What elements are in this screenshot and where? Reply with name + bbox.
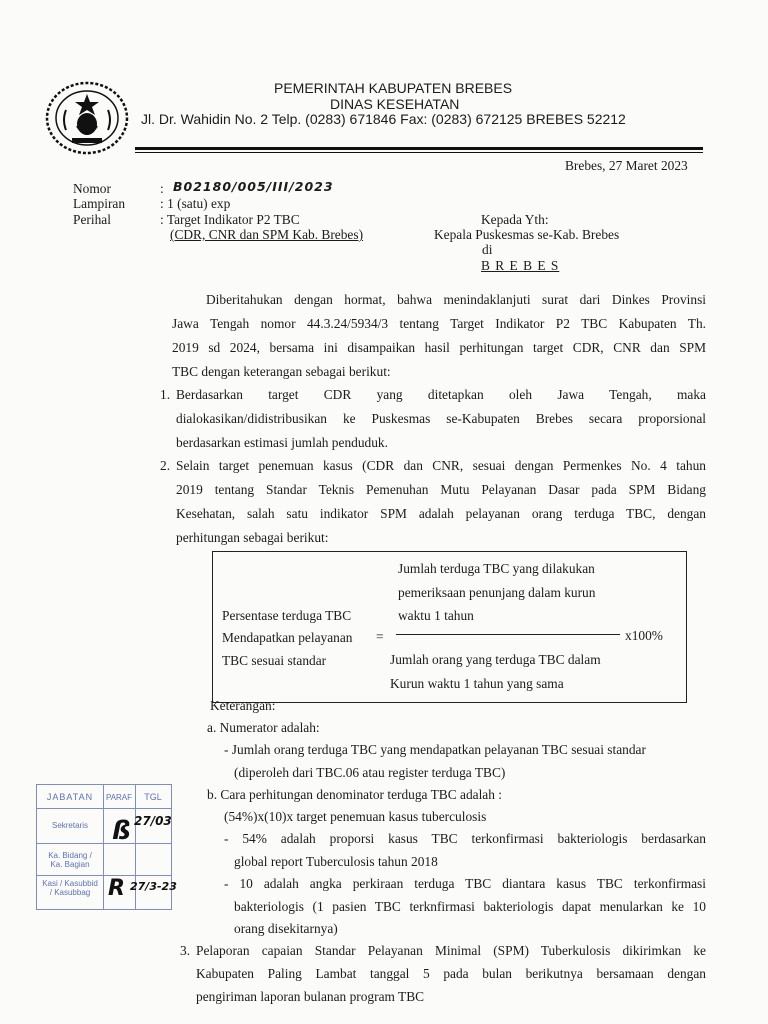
place-date: Brebes, 27 Maret 2023 bbox=[565, 158, 688, 173]
paraf-signature-2: R bbox=[108, 876, 125, 901]
formula-numerator-1: Jumlah terduga TBC yang dilakukan bbox=[398, 561, 595, 576]
keterangan-a-label: a. Numerator adalah: bbox=[207, 720, 320, 735]
recipient-line3: di bbox=[482, 242, 493, 257]
letterhead-address: Jl. Dr. Wahidin No. 2 Telp. (0283) 671846 Fax: (0283) 672125 BREBES 52212 bbox=[141, 111, 626, 127]
nomor-value: B02180/005/III/2023 bbox=[173, 179, 334, 194]
intro-line-2: Jawa Tengah nomor 44.3.24/5934/3 tentang Target Indikator P2 TBC Kabupaten Th. bbox=[172, 316, 706, 331]
paraf-signature-1: ß bbox=[112, 816, 131, 846]
nomor-label: Nomor bbox=[73, 181, 111, 196]
stamp-col-paraf: PARAF bbox=[105, 793, 133, 802]
nomor-colon: : bbox=[160, 181, 164, 196]
item3-line-3: pengiriman laporan bulanan program TBC bbox=[196, 989, 425, 1004]
formula-left-2: Mendapatkan pelayanan bbox=[222, 630, 353, 645]
stamp-col-tgl: TGL bbox=[144, 792, 162, 802]
regency-crest-icon bbox=[44, 80, 130, 156]
item3-line-1: Pelaporan capaian Standar Pelayanan Minimal (SPM) Tuberkulosis dikirimkan ke bbox=[196, 943, 706, 958]
formula-multiplier: x100% bbox=[625, 628, 663, 643]
intro-line-1: Diberitahukan dengan hormat, bahwa menindaklanjuti surat dari Dinkes Provinsi bbox=[206, 292, 706, 307]
letterhead-line2: DINAS KESEHATAN bbox=[330, 96, 460, 112]
recipient-line1: Kepada Yth: bbox=[481, 212, 549, 227]
formula-denominator-1: Jumlah orang yang terduga TBC dalam bbox=[390, 652, 601, 667]
item3-line-2: Kabupaten Paling Lambat tanggal 5 pada bulan berikutnya bersamaan dengan bbox=[196, 966, 706, 981]
perihal-value-1: : Target Indikator P2 TBC bbox=[160, 212, 300, 227]
item1-number: 1. bbox=[160, 387, 171, 402]
recipient-line4: B R E B E S bbox=[481, 258, 560, 273]
keterangan-b-d2-line1: - 10 adalah angka perkiraan terduga TBC diantara kasus TBC terkonfirmasi bbox=[224, 876, 706, 891]
item2-line-2: 2019 tentang Standar Teknis Pemenuhan Mutu Pelayanan Dasar pada SPM Bidang bbox=[176, 482, 706, 497]
stamp-row-kabid: Ka. Bidang / Ka. Bagian bbox=[48, 851, 92, 869]
perihal-label: Perihal bbox=[73, 212, 111, 227]
keterangan-a-line2: (diperoleh dari TBC.06 atau register terduga TBC) bbox=[234, 765, 506, 780]
keterangan-a-line1: - Jumlah orang terduga TBC yang mendapatkan pelayanan TBC sesuai standar bbox=[224, 742, 646, 757]
lampiran-value: : 1 (satu) exp bbox=[160, 196, 231, 211]
keterangan-b-d2-line2: bakteriologis (1 pasien TBC terknfirmasi bakteriologis dapat menularkan ke 10 bbox=[234, 899, 706, 914]
perihal-value-2: (CDR, CNR dan SPM Kab. Brebes) bbox=[170, 227, 364, 242]
letterhead-rule-thin bbox=[135, 152, 703, 153]
keterangan-b-d2-line3: orang disekitarnya) bbox=[234, 921, 338, 936]
stamp-col-jabatan: JABATAN bbox=[46, 792, 94, 802]
keterangan-b-label: b. Cara perhitungan denominator terduga TBC adalah : bbox=[207, 787, 503, 802]
keterangan-title: Keterangan: bbox=[210, 698, 276, 713]
intro-line-3: 2019 sd 2024, bersama ini disampaikan hasil perhitungan target CDR, CNR dan SPM bbox=[172, 340, 706, 355]
item2-line-4: perhitungan sebagai berikut: bbox=[176, 530, 329, 545]
keterangan-b-formula: (54%)x(10)x target penemuan kasus tuberculosis bbox=[224, 809, 487, 824]
intro-line-4: TBC dengan keterangan sebagai berikut: bbox=[172, 364, 391, 379]
formula-equals: = bbox=[376, 629, 384, 644]
stamp-row-kasi: Kasi / Kasubbid / Kasubbag bbox=[42, 879, 98, 897]
keterangan-b-d1-line2: global report Tuberculosis tahun 2018 bbox=[234, 854, 438, 869]
keterangan-b-d1-line1: - 54% adalah proporsi kasus TBC terkonfirmasi bakteriologis berdasarkan bbox=[224, 831, 706, 846]
tgl-handwritten-1: 27/03 bbox=[134, 814, 172, 828]
item1-line-2: dialokasikan/didistribusikan ke Puskesmas se-Kabupaten Brebes secara proporsional bbox=[176, 411, 706, 426]
formula-denominator-2: Kurun waktu 1 tahun yang sama bbox=[390, 676, 564, 691]
formula-left-3: TBC sesuai standar bbox=[222, 653, 327, 668]
formula-left-1: Persentase terduga TBC bbox=[222, 608, 352, 623]
formula-numerator-2: pemeriksaan penunjang dalam kurun bbox=[398, 585, 596, 600]
item2-number: 2. bbox=[160, 458, 171, 473]
letterhead-line1: PEMERINTAH KABUPATEN BREBES bbox=[274, 80, 513, 96]
recipient-line2: Kepala Puskesmas se-Kab. Brebes bbox=[434, 227, 620, 242]
formula-numerator-3: waktu 1 tahun bbox=[398, 608, 474, 623]
tgl-handwritten-2: 27/3-23 bbox=[130, 880, 177, 893]
item3-number: 3. bbox=[180, 943, 191, 958]
fraction-line bbox=[396, 634, 620, 635]
letterhead-rule bbox=[135, 147, 703, 150]
item1-line-3: berdasarkan estimasi jumlah penduduk. bbox=[176, 435, 388, 450]
lampiran-label: Lampiran bbox=[73, 196, 126, 211]
item1-line-1: Berdasarkan target CDR yang ditetapkan oleh Jawa Tengah, maka bbox=[176, 387, 706, 402]
stamp-row-sekretaris: Sekretaris bbox=[51, 821, 88, 830]
item2-line-1: Selain target penemuan kasus (CDR dan CNR, sesuai dengan Permenkes No. 4 tahun bbox=[176, 458, 706, 473]
item2-line-3: Kesehatan, salah satu indikator SPM adalah pelayanan orang terduga TBC, dengan bbox=[176, 506, 706, 521]
